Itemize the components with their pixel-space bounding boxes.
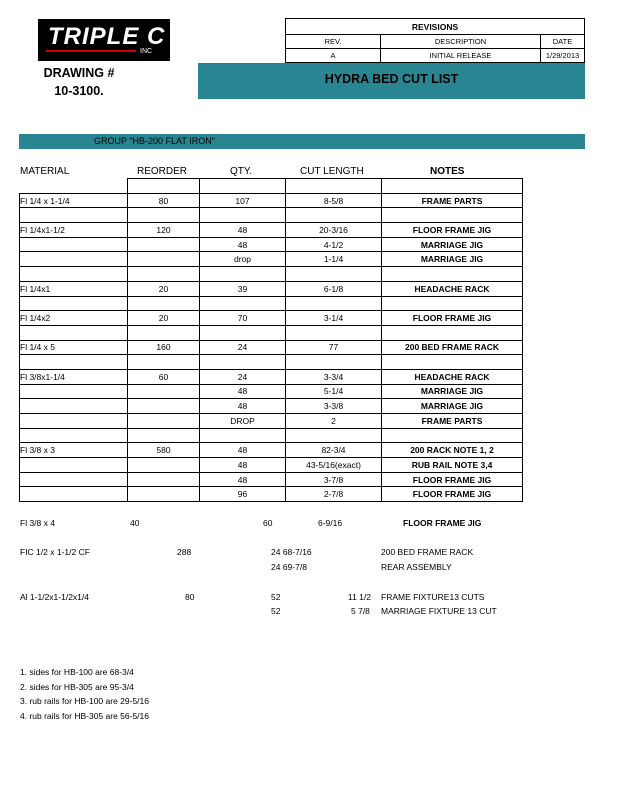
group-label: GROUP "HB-200 FLAT IRON"	[94, 136, 215, 146]
table-row	[20, 384, 523, 399]
cell-cut-length	[286, 355, 382, 370]
fic-reorder: 288	[177, 547, 192, 557]
cell-cut-length: 6-1/8	[286, 281, 382, 296]
cell-cut-length	[286, 296, 382, 311]
footnotes	[20, 665, 149, 723]
group-bar	[19, 134, 585, 149]
date-header: DATE	[541, 35, 585, 49]
cell-qty: 48	[200, 223, 286, 238]
table-row	[20, 340, 523, 355]
cell-notes: MARRIAGE JIG	[382, 252, 523, 267]
description-header: DESCRIPTION	[381, 35, 541, 49]
cell-qty	[200, 179, 286, 194]
cell-notes: 200 BED FRAME RACK	[382, 340, 523, 355]
cell-material	[20, 208, 128, 223]
cell-notes: FRAME PARTS	[382, 414, 523, 429]
cell-reorder	[128, 179, 200, 194]
cut-list-table	[19, 178, 523, 502]
revisions-table	[285, 18, 585, 63]
cell-cut-length	[286, 428, 382, 443]
cell-qty: 48	[200, 472, 286, 487]
cell-material	[20, 252, 128, 267]
table-row	[20, 472, 523, 487]
cell-notes	[382, 325, 523, 340]
cell-cut-length	[286, 208, 382, 223]
fic-line-1-qty-cut: 24 68-7/16	[271, 547, 312, 557]
cell-qty	[200, 325, 286, 340]
table-row	[20, 355, 523, 370]
footnote: 3. rub rails for HB-100 are 29-5/16	[20, 696, 149, 706]
cell-reorder: 580	[128, 443, 200, 458]
cell-material	[20, 384, 128, 399]
col-header-qty: QTY.	[230, 166, 253, 177]
cell-reorder	[128, 208, 200, 223]
cell-notes: FRAME PARTS	[382, 193, 523, 208]
fic-material: FIC 1/2 x 1-1/2 CF	[20, 547, 90, 557]
cell-notes: FLOOR FRAME JIG	[382, 472, 523, 487]
cell-reorder	[128, 296, 200, 311]
cell-qty	[200, 355, 286, 370]
footnote: 4. rub rails for HB-305 are 56-5/16	[20, 710, 149, 721]
cell-qty: 24	[200, 369, 286, 384]
logo-underline	[46, 50, 136, 52]
cell-reorder: 20	[128, 311, 200, 326]
cell-notes	[382, 296, 523, 311]
cell-cut-length: 2	[286, 414, 382, 429]
cell-cut-length: 5-1/4	[286, 384, 382, 399]
cell-qty: 96	[200, 487, 286, 502]
cell-material: Fl 1/4 x 1-1/4	[20, 193, 128, 208]
cell-notes: MARRIAGE JIG	[382, 237, 523, 252]
cell-material: Fl 3/8x1-1/4	[20, 369, 128, 384]
cell-cut-length: 77	[286, 340, 382, 355]
cell-material	[20, 325, 128, 340]
fl38x4-cut: 6-9/16	[318, 518, 343, 528]
cell-reorder	[128, 487, 200, 502]
table-row	[20, 311, 523, 326]
cell-reorder	[128, 355, 200, 370]
table-row	[20, 414, 523, 429]
cell-cut-length	[286, 179, 382, 194]
al-material: Al 1-1/2x1-1/2x1/4	[20, 592, 89, 602]
cell-reorder	[128, 414, 200, 429]
cell-material: Fl 1/4 x 5	[20, 340, 128, 355]
cell-material	[20, 458, 128, 473]
logo-suffix: INC	[140, 48, 153, 55]
drawing-number-block	[40, 64, 118, 100]
date-value: 1/29/2013	[541, 49, 585, 63]
cell-reorder	[128, 472, 200, 487]
cell-notes: HEADACHE RACK	[382, 281, 523, 296]
cell-reorder: 120	[128, 223, 200, 238]
cell-notes: HEADACHE RACK	[382, 369, 523, 384]
cell-reorder	[128, 325, 200, 340]
cell-cut-length: 2-7/8	[286, 487, 382, 502]
col-header-reorder: REORDER	[137, 166, 188, 177]
cell-material: Fl 3/8 x 3	[20, 443, 128, 458]
cell-notes: FLOOR FRAME JIG	[382, 223, 523, 238]
cell-material	[20, 472, 128, 487]
cell-qty	[200, 208, 286, 223]
cell-notes	[382, 428, 523, 443]
fic-line-1-note: 200 BED FRAME RACK	[381, 547, 474, 557]
cell-notes: FLOOR FRAME JIG	[382, 311, 523, 326]
footnote: 2. sides for HB-305 are 95-3/4	[20, 681, 134, 692]
cell-qty: 24	[200, 340, 286, 355]
cell-qty: 48	[200, 458, 286, 473]
cell-reorder	[128, 267, 200, 282]
cell-qty	[200, 428, 286, 443]
revisions-title: REVISIONS	[286, 19, 585, 35]
al-line-2-note: MARRIAGE FIXTURE 13 CUT	[381, 606, 497, 616]
cell-cut-length: 4-1/2	[286, 237, 382, 252]
cell-qty: 48	[200, 237, 286, 252]
cell-qty: 48	[200, 443, 286, 458]
table-row	[20, 223, 523, 238]
table-row	[20, 458, 523, 473]
fl38x4-reorder: 40	[130, 518, 140, 528]
cell-cut-length: 43-5/16(exact)	[286, 458, 382, 473]
cell-material	[20, 355, 128, 370]
col-header-notes: NOTES	[430, 166, 465, 177]
fl38x4-material: Fl 3/8 x 4	[20, 518, 55, 528]
cell-cut-length: 3-3/8	[286, 399, 382, 414]
fic-line-2-qty-cut: 24 69-7/8	[271, 562, 307, 572]
cell-notes	[382, 355, 523, 370]
cell-material	[20, 296, 128, 311]
cell-qty: drop	[200, 252, 286, 267]
cell-cut-length: 3-7/8	[286, 472, 382, 487]
cell-notes	[382, 179, 523, 194]
table-row	[20, 252, 523, 267]
cell-cut-length: 3-1/4	[286, 311, 382, 326]
table-row	[20, 428, 523, 443]
al-line-2-cut: 5 7/8	[351, 606, 370, 616]
cell-notes: 200 RACK NOTE 1, 2	[382, 443, 523, 458]
cell-reorder	[128, 252, 200, 267]
cell-cut-length: 3-3/4	[286, 369, 382, 384]
cell-material	[20, 179, 128, 194]
cell-material	[20, 399, 128, 414]
cell-qty: 48	[200, 399, 286, 414]
cell-material: Fl 1/4x1	[20, 281, 128, 296]
cell-reorder	[128, 237, 200, 252]
cell-material: Fl 1/4x2	[20, 311, 128, 326]
table-row	[20, 443, 523, 458]
table-row	[20, 208, 523, 223]
al-line-1-qty: 52	[271, 592, 281, 602]
fl38x4-qty: 60	[263, 518, 273, 528]
drawing-label: DRAWING #	[43, 66, 115, 80]
cell-notes: RUB RAIL NOTE 3,4	[382, 458, 523, 473]
cell-cut-length: 1-1/4	[286, 252, 382, 267]
cell-reorder	[128, 458, 200, 473]
cell-reorder	[128, 384, 200, 399]
footnote: 1. sides for HB-100 are 68-3/4	[20, 667, 134, 677]
cell-notes	[382, 267, 523, 282]
cell-material	[20, 487, 128, 502]
cell-reorder	[128, 399, 200, 414]
cell-cut-length: 82-3/4	[286, 443, 382, 458]
table-row	[20, 296, 523, 311]
logo-brand: TRIPLE C	[48, 23, 166, 50]
company-logo	[38, 19, 170, 61]
cell-notes: MARRIAGE JIG	[382, 399, 523, 414]
cell-cut-length	[286, 325, 382, 340]
cell-qty	[200, 296, 286, 311]
cell-material	[20, 267, 128, 282]
cell-reorder	[128, 428, 200, 443]
cell-qty: 70	[200, 311, 286, 326]
cell-material	[20, 414, 128, 429]
table-row	[20, 369, 523, 384]
drawing-number: 10-3100.	[54, 84, 104, 98]
cell-qty: DROP	[200, 414, 286, 429]
cell-reorder: 20	[128, 281, 200, 296]
al-reorder: 80	[185, 592, 195, 602]
page-title: HYDRA BED CUT LIST	[324, 72, 459, 86]
fl38x4-notes: FLOOR FRAME JIG	[403, 518, 482, 528]
al-line-1-cut: 11 1/2	[348, 592, 372, 602]
cell-qty: 107	[200, 193, 286, 208]
cell-reorder: 60	[128, 369, 200, 384]
table-row	[20, 325, 523, 340]
col-header-material: MATERIAL	[20, 166, 70, 177]
cell-qty	[200, 267, 286, 282]
cell-reorder: 160	[128, 340, 200, 355]
cell-qty: 48	[200, 384, 286, 399]
description-value: INITIAL RELEASE	[381, 49, 541, 63]
col-header-cut-length: CUT LENGTH	[300, 166, 364, 177]
cell-cut-length: 8-5/8	[286, 193, 382, 208]
title-banner	[198, 63, 585, 99]
cell-material	[20, 237, 128, 252]
cell-notes: MARRIAGE JIG	[382, 384, 523, 399]
table-row	[20, 179, 523, 194]
table-row	[20, 193, 523, 208]
al-line-2-qty: 52	[271, 606, 281, 616]
table-row	[20, 487, 523, 502]
al-line-1-note: FRAME FIXTURE13 CUTS	[381, 592, 485, 602]
table-row	[20, 237, 523, 252]
table-row	[20, 399, 523, 414]
cell-reorder: 80	[128, 193, 200, 208]
cell-notes	[382, 208, 523, 223]
cell-cut-length	[286, 267, 382, 282]
cell-cut-length: 20-3/16	[286, 223, 382, 238]
table-row	[20, 267, 523, 282]
rev-value: A	[286, 49, 381, 63]
cell-notes: FLOOR FRAME JIG	[382, 487, 523, 502]
rev-header: REV.	[286, 35, 381, 49]
table-row	[20, 281, 523, 296]
cell-material	[20, 428, 128, 443]
cell-material: Fl 1/4x1-1/2	[20, 223, 128, 238]
fic-line-2-note: REAR ASSEMBLY	[381, 562, 452, 572]
cell-qty: 39	[200, 281, 286, 296]
